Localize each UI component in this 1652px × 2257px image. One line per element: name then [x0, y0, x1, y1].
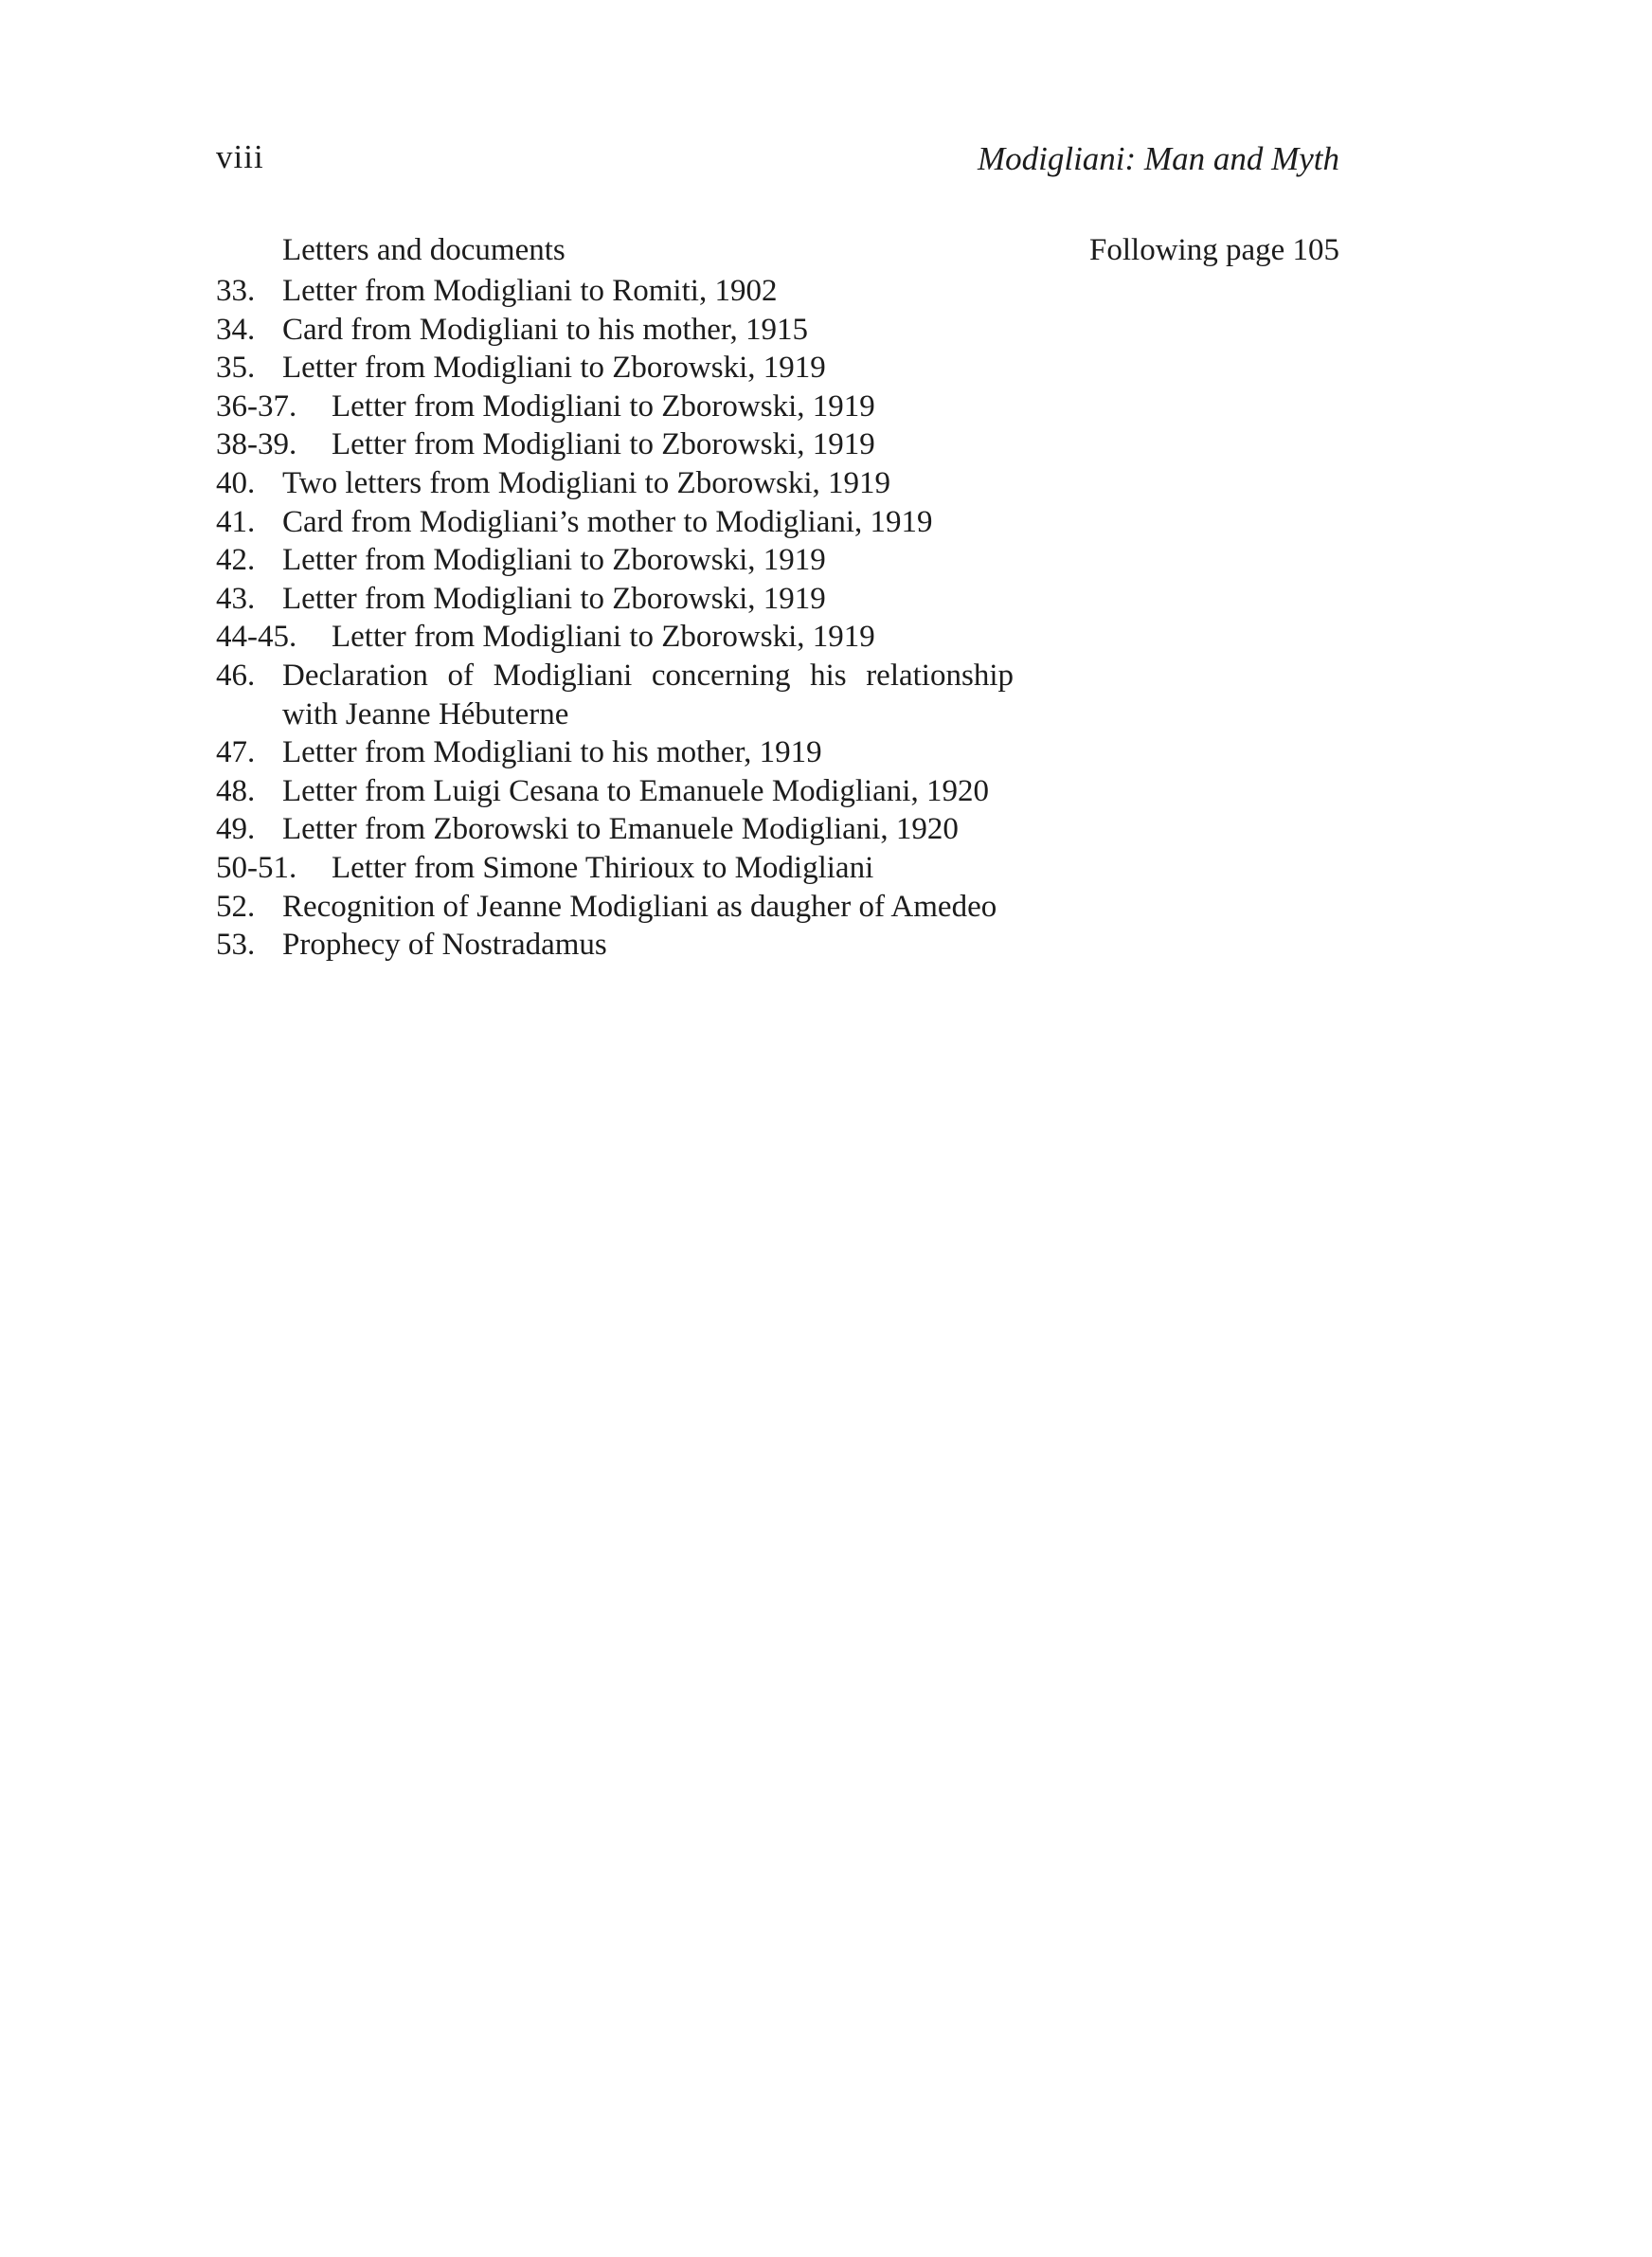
list-item: [0, 580, 1652, 619]
entry-text: Letter from Modigliani to Romiti, 1902: [282, 274, 778, 308]
list-item: [0, 888, 1652, 927]
list-item: [0, 618, 1652, 657]
list-item: [0, 425, 1652, 464]
entry-number: 50-51.: [216, 850, 297, 885]
entry-text: Letter from Zborowski to Emanuele Modigliani, 1920: [282, 812, 959, 847]
entry-text: Prophecy of Nostradamus: [282, 928, 607, 963]
page-number: viii: [216, 138, 264, 175]
list-item: [0, 733, 1652, 772]
list-item: [0, 849, 1652, 888]
list-item: [0, 272, 1652, 311]
entry-text: Letter from Simone Thirioux to Modigliani: [332, 850, 874, 885]
following-page-note: Following page 105: [1089, 233, 1339, 267]
list-item: [0, 926, 1652, 965]
entry-text: Letter from Modigliani to his mother, 1919: [282, 735, 822, 770]
running-title: Modigliani: Man and Myth: [977, 140, 1339, 177]
entry-number: 36-37.: [216, 388, 297, 424]
entry-number: 46.: [216, 658, 256, 693]
entry-text: Letter from Luigi Cesana to Emanuele Modigliani, 1920: [282, 773, 989, 808]
entry-text: Letter from Modigliani to Zborowski, 1919: [332, 427, 875, 462]
illustration-list: [0, 272, 1652, 965]
list-item: [0, 503, 1652, 542]
entry-number: 52.: [216, 889, 256, 924]
entry-number: 48.: [216, 773, 256, 808]
list-item: [0, 772, 1652, 811]
entry-text: Letter from Modigliani to Zborowski, 1919: [332, 620, 875, 655]
list-item: [0, 541, 1652, 580]
entry-text: Card from Modigliani’s mother to Modigliani, 1919: [282, 504, 933, 539]
list-item: [0, 810, 1652, 849]
entry-number: 49.: [216, 812, 256, 847]
entry-text: Two letters from Modigliani to Zborowski, 1919: [282, 465, 891, 500]
entry-number: 53.: [216, 928, 256, 963]
entry-number: 40.: [216, 465, 256, 500]
entry-text: Letter from Modigliani to Zborowski, 1919: [282, 351, 826, 386]
entry-text: Declaration of Modigliani concerning his relationship with Jeanne Hébuterne: [282, 658, 1014, 731]
list-item: [0, 349, 1652, 388]
entry-number: 41.: [216, 504, 256, 539]
entry-number: 34.: [216, 312, 256, 347]
entry-number: 42.: [216, 543, 256, 578]
entry-number: 44-45.: [216, 620, 297, 655]
entry-text: Card from Modigliani to his mother, 1915: [282, 312, 809, 347]
list-item: [0, 311, 1652, 350]
entry-text: Letter from Modigliani to Zborowski, 1919: [282, 581, 826, 616]
entry-number: 38-39.: [216, 427, 297, 462]
list-item: [0, 388, 1652, 426]
entry-text: Recognition of Jeanne Modigliani as daugher of Amedeo: [282, 889, 997, 924]
entry-text: Letter from Modigliani to Zborowski, 1919: [282, 543, 826, 578]
entry-text: Letter from Modigliani to Zborowski, 1919: [332, 388, 875, 424]
list-item: [0, 657, 1652, 733]
entry-number: 43.: [216, 581, 256, 616]
section-heading: Letters and documents: [282, 233, 566, 267]
list-item: [0, 464, 1652, 503]
entry-number: 47.: [216, 735, 256, 770]
entry-number: 35.: [216, 351, 256, 386]
entry-number: 33.: [216, 274, 256, 308]
